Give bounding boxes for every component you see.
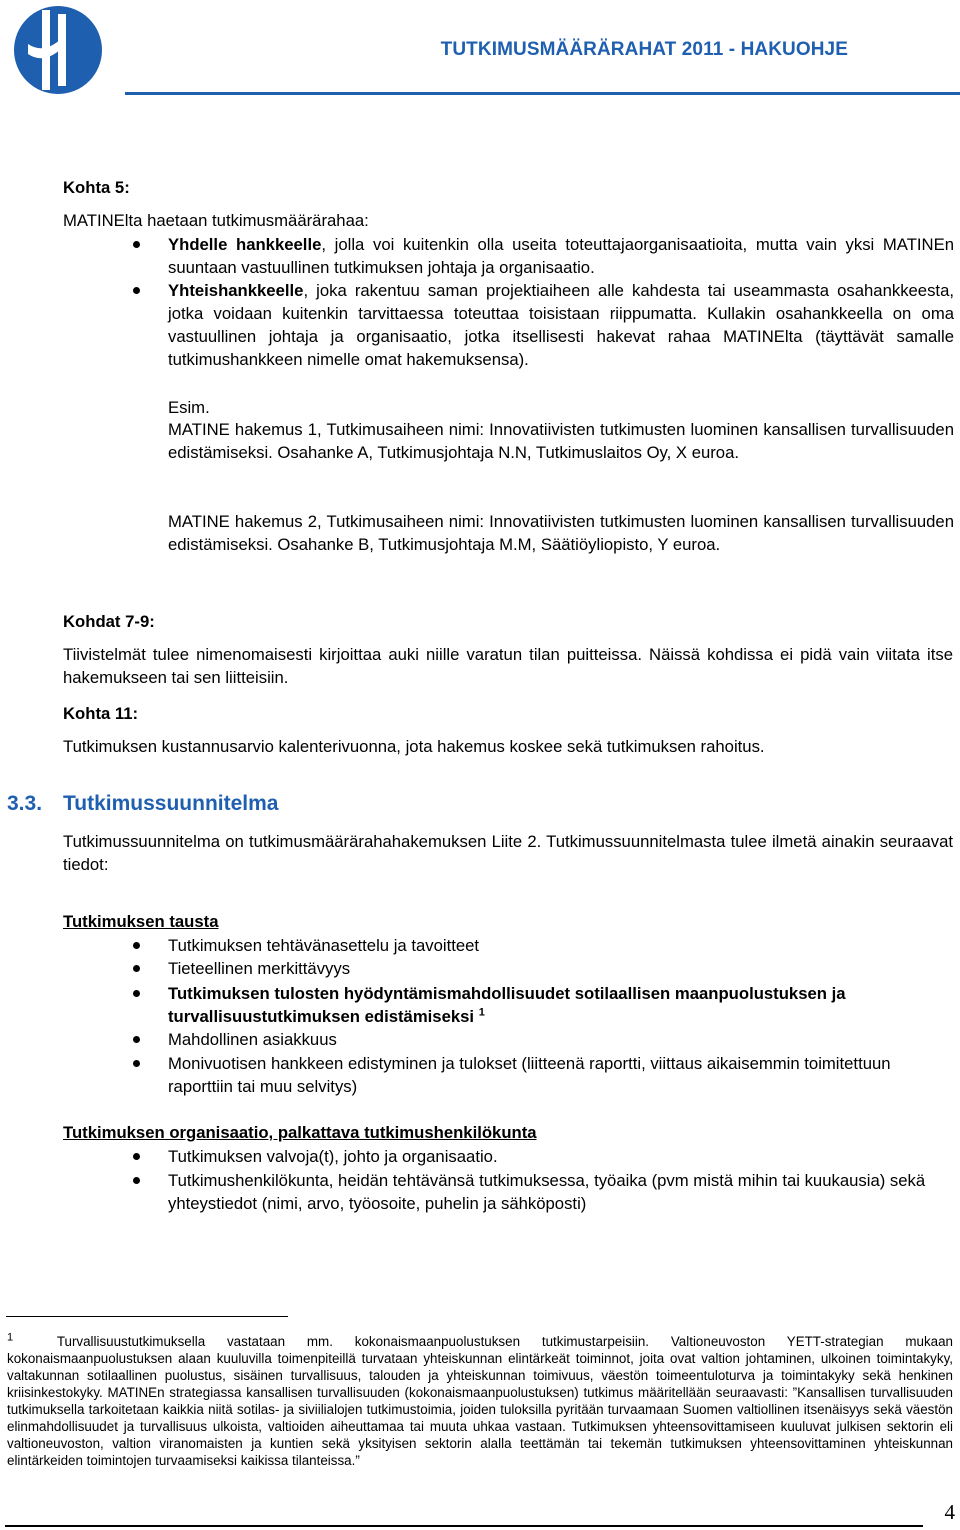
kohta5-bullet1-bold: Yhdelle hankkeelle bbox=[168, 235, 322, 254]
footnote-ref: 1 bbox=[478, 1006, 485, 1019]
tausta-item-3-text: Tutkimuksen tulosten hyödyntämismahdollisuudet sotilaallisen maanpuolustuksen ja turvallisuustutkimuksen edistämiseksi bbox=[168, 984, 846, 1026]
example-2: MATINE hakemus 2, Tutkimusaiheen nimi: Innovatiivisten tutkimusten luominen kansallisen turvallisuuden edistämiseksi. Osahanke B, Tutkimusjohtaja M.M, Säätiöyliopisto, Y euroa. bbox=[168, 512, 954, 554]
matine-logo-icon bbox=[6, 4, 110, 96]
kohta5-bullet1-rest: , jolla voi kuitenkin olla useita toteuttajaorganisaatioita, mutta vain yksi MATINEn suuntaan vastuullinen tutkimuksen johtaja ja organisaatio. bbox=[168, 235, 954, 277]
bullet-icon bbox=[133, 942, 140, 949]
kohdat79-heading: Kohdat 7-9: bbox=[63, 612, 155, 631]
bullet-icon bbox=[133, 1153, 140, 1160]
kohta5-bullet2-rest: , joka rakentuu saman projektiaiheen alle kahdesta tai useammasta osahankkeesta, jotka voidaan kuitenkin tarvittaessa toteuttaa toisistaan riippumatta. Kullakin osahankkeella on oma vastuullinen johtaja ja organisaatio, jotka itsellisesti hakevat rahaa MATINElta (täyttävät samalle tutkimushankkeen nimelle omat hakemuksensa). bbox=[168, 281, 954, 369]
footnote-divider bbox=[6, 1316, 288, 1317]
footnote bbox=[7, 1333, 953, 1469]
tausta-item-3 bbox=[168, 982, 954, 1028]
section-title: Tutkimussuunnitelma bbox=[63, 792, 279, 815]
bullet-icon bbox=[133, 990, 140, 997]
section-number: 3.3. bbox=[7, 792, 43, 815]
bullet-icon bbox=[133, 287, 140, 294]
organisaatio-item-1: Tutkimuksen valvoja(t), johto ja organisaatio. bbox=[168, 1147, 498, 1166]
kohta5-bullet2 bbox=[168, 279, 954, 371]
footnote-number: 1 bbox=[7, 1331, 14, 1344]
tausta-item-5: Monivuotisen hankkeen edistyminen ja tulokset (liitteenä raportti, viittaus aikaisemmin toimitettuun raporttiin tai muu selvitys) bbox=[168, 1054, 891, 1096]
kohta5-bullet2-bold: Yhteishankkeelle bbox=[168, 281, 304, 300]
footnote-text: Turvallisuustutkimuksella vastataan mm. kokonaismaanpuolustuksen tutkimustarpeisiin. Valtioneuvoston YETT-strategian mukaan kokonaismaanpuolustuksen alaan kuuluvilla toimenpiteillä turvataan yhteiskunnan elintärkeät toiminnot, joita ovat valtion johtaminen, ulkoinen toimintakyky, valtakunnan sotilaallinen puolustus, sisäinen turvallisuus, talouden ja yhteiskunnan toimivuus, väestön toimeentuloturva ja toimintakyky sekä henkinen kriisinkestokyky. MATINEn strategiassa kansallisen turvallisuuden (kokonaismaanpuolustuksen) tutkimus määritellään seuraavasti: ”Kansallisen turvallisuuden tutkimuksella tarkoitetaan kaikkia niitä sotilas- ja siviilialojen tutkimustoimia, joiden tuloksilla pyritään turvaamaan Suomen valtiollinen itsenäisyys sekä väestön elinmahdollisuudet ja turvallisuus ulkoista, valtioiden aiheuttamaa tai muuta uhkaa vastaan. Tutkimuksen yhteensovittamiseen kuuluvat julkisen sektorin eli valtioneuvoston, valtion viranomaisten ja kuntien sekä yksityisen sektorin alalla teettämän tai tekemän tutkimuksen yhteensovittaminen yhteiskunnan elintärkeiden toimintojen turvaamiseksi kaikissa tilanteissa.” bbox=[7, 1334, 953, 1468]
footer-divider bbox=[5, 1525, 923, 1527]
tausta-item-1: Tutkimuksen tehtävänasettelu ja tavoitteet bbox=[168, 936, 480, 955]
bullet-icon bbox=[133, 965, 140, 972]
tausta-heading: Tutkimuksen tausta bbox=[63, 912, 219, 931]
tausta-item-2: Tieteellinen merkittävyys bbox=[168, 959, 351, 978]
kohta11-heading: Kohta 11: bbox=[63, 704, 139, 723]
kohta5-heading: Kohta 5: bbox=[63, 178, 130, 197]
bullet-icon bbox=[133, 1036, 140, 1043]
organisaatio-heading: Tutkimuksen organisaatio, palkattava tutkimushenkilökunta bbox=[63, 1123, 537, 1142]
bullet-icon bbox=[133, 241, 140, 248]
kohta11-text: Tutkimuksen kustannusarvio kalenterivuonna, jota hakemus koskee sekä tutkimuksen rahoitus. bbox=[63, 737, 765, 756]
bullet-icon bbox=[133, 1060, 140, 1067]
section-intro: Tutkimussuunnitelma on tutkimusmäärärahahakemuksen Liite 2. Tutkimussuunnitelmasta tulee ilmetä ainakin seuraavat tiedot: bbox=[63, 832, 953, 874]
example-1: MATINE hakemus 1, Tutkimusaiheen nimi: Innovatiivisten tutkimusten luominen kansallisen turvallisuuden edistämiseksi. Osahanke A, Tutkimusjohtaja N.N, Tutkimuslaitos Oy, X euroa. bbox=[168, 420, 954, 462]
example-label: Esim. bbox=[168, 398, 210, 417]
kohta5-intro: MATINElta haetaan tutkimusmäärärahaa: bbox=[63, 211, 369, 230]
page-number: 4 bbox=[944, 1500, 955, 1524]
header-title: TUTKIMUSMÄÄRÄRAHAT 2011 - HAKUOHJE bbox=[440, 39, 848, 60]
bullet-icon bbox=[133, 1177, 140, 1184]
header-divider bbox=[125, 92, 960, 95]
tausta-item-4: Mahdollinen asiakkuus bbox=[168, 1030, 337, 1049]
organisaatio-item-2: Tutkimushenkilökunta, heidän tehtävänsä tutkimuksessa, työaika (pvm mistä mihin tai kuukausia) sekä yhteystiedot (nimi, arvo, työosoite, puhelin ja sähköposti) bbox=[168, 1171, 926, 1213]
kohdat79-text: Tiivistelmät tulee nimenomaisesti kirjoittaa auki niille varatun tilan puitteissa. Näissä kohdissa ei pidä vain viitata itse hakemukseen tai sen liitteisiin. bbox=[63, 645, 953, 687]
kohta5-bullet1 bbox=[168, 233, 954, 279]
